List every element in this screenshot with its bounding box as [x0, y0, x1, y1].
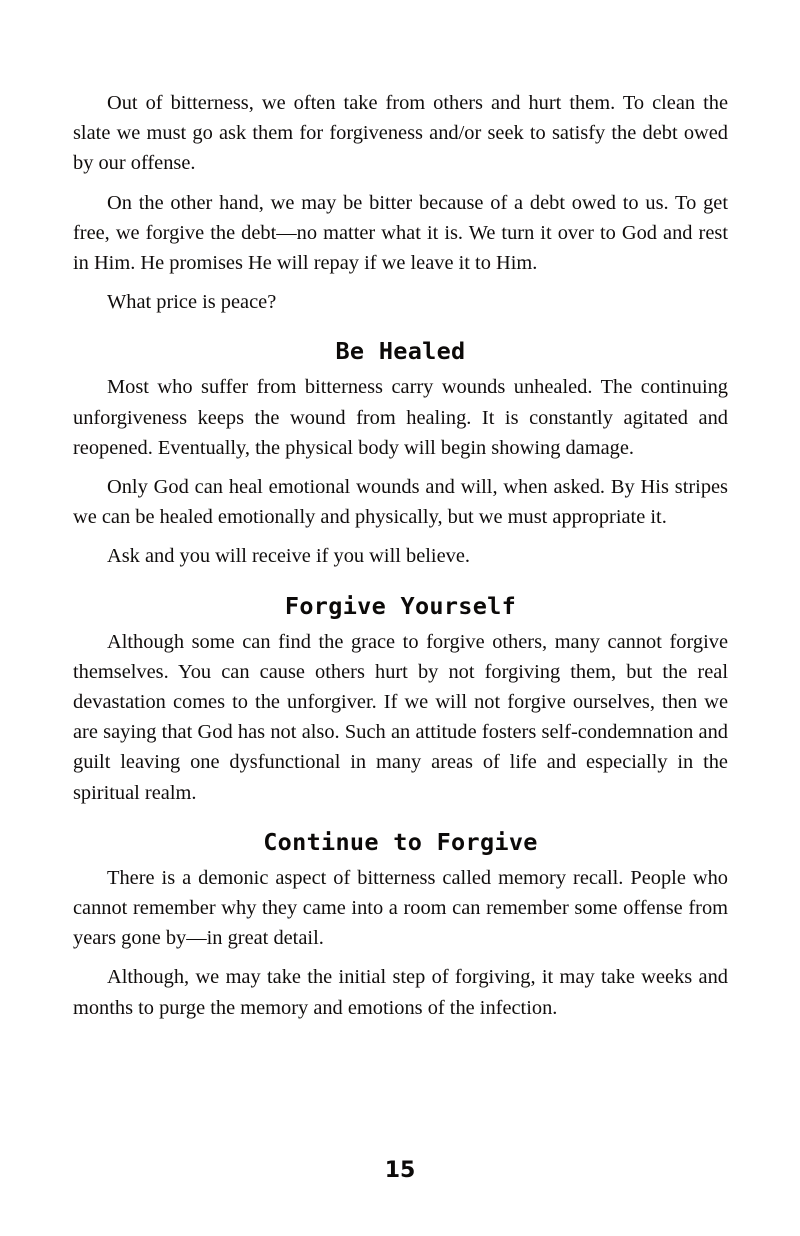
heading-forgive-yourself: Forgive Yourself	[284, 591, 517, 620]
paragraph-spacer	[73, 179, 728, 188]
heading-spacer	[73, 317, 728, 336]
paragraph-only-god-can-heal: Only God can heal emotional wounds and will, when asked. By His stripes we can be healed emotionally and physically, but we must appropriate it.	[73, 476, 728, 529]
paragraph-memory-recall: There is a demonic aspect of bitterness called memory recall. People who cannot remember why they came into a room can remember some offense from years gone by—in great detail.	[73, 866, 728, 950]
page-number: 15	[384, 1158, 416, 1183]
paragraph-spacer	[73, 532, 728, 541]
paragraph-forgive-themselves: Although some can find the grace to forgive others, many cannot forgive themselves. You can cause others hurt by not forgiving them, but the real devastation comes to the unforgiver. If we will not forgive ourselves, then we are saying that God has not also. Such an attitude fosters self-condemnation and guilt leaving one dysfunctional in many areas of life and especially in the spiritual realm.	[73, 630, 728, 804]
paragraph-spacer	[73, 953, 728, 962]
paragraph-purge-the-memory: Although, we may take the initial step of forgiving, it may take weeks and months to purge the memory and emotions of the infection.	[73, 966, 728, 1019]
paragraph-debt-owed-to-us: On the other hand, we may be bitter because of a debt owed to us. To get free, we forgive the debt—no matter what it is. We turn it over to God and rest in Him. He promises He will repay if we leave it to Him.	[73, 191, 728, 275]
heading-spacer	[73, 808, 728, 827]
paragraph-what-price-is-peace: What price is peace?	[107, 291, 277, 314]
paragraph-spacer	[73, 463, 728, 472]
heading-continue-to-forgive: Continue to Forgive	[263, 827, 538, 856]
text-column	[73, 88, 728, 1023]
heading-spacer	[73, 572, 728, 591]
paragraph-spacer	[73, 278, 728, 287]
heading-be-healed: Be Healed	[335, 337, 466, 366]
paragraph-ask-and-you-will-receive: Ask and you will receive if you will believe.	[107, 545, 470, 568]
paragraph-wounds-unhealed: Most who suffer from bitterness carry wounds unhealed. The continuing unforgiveness keeps the wound from healing. It is constantly agitated and reopened. Eventually, the physical body will begin showing damage.	[73, 376, 728, 459]
paragraph-bitterness-take-from-others: Out of bitterness, we often take from others and hurt them. To clean the slate we must go ask them for forgiveness and/or seek to satisfy the debt owed by our offense.	[73, 92, 728, 175]
